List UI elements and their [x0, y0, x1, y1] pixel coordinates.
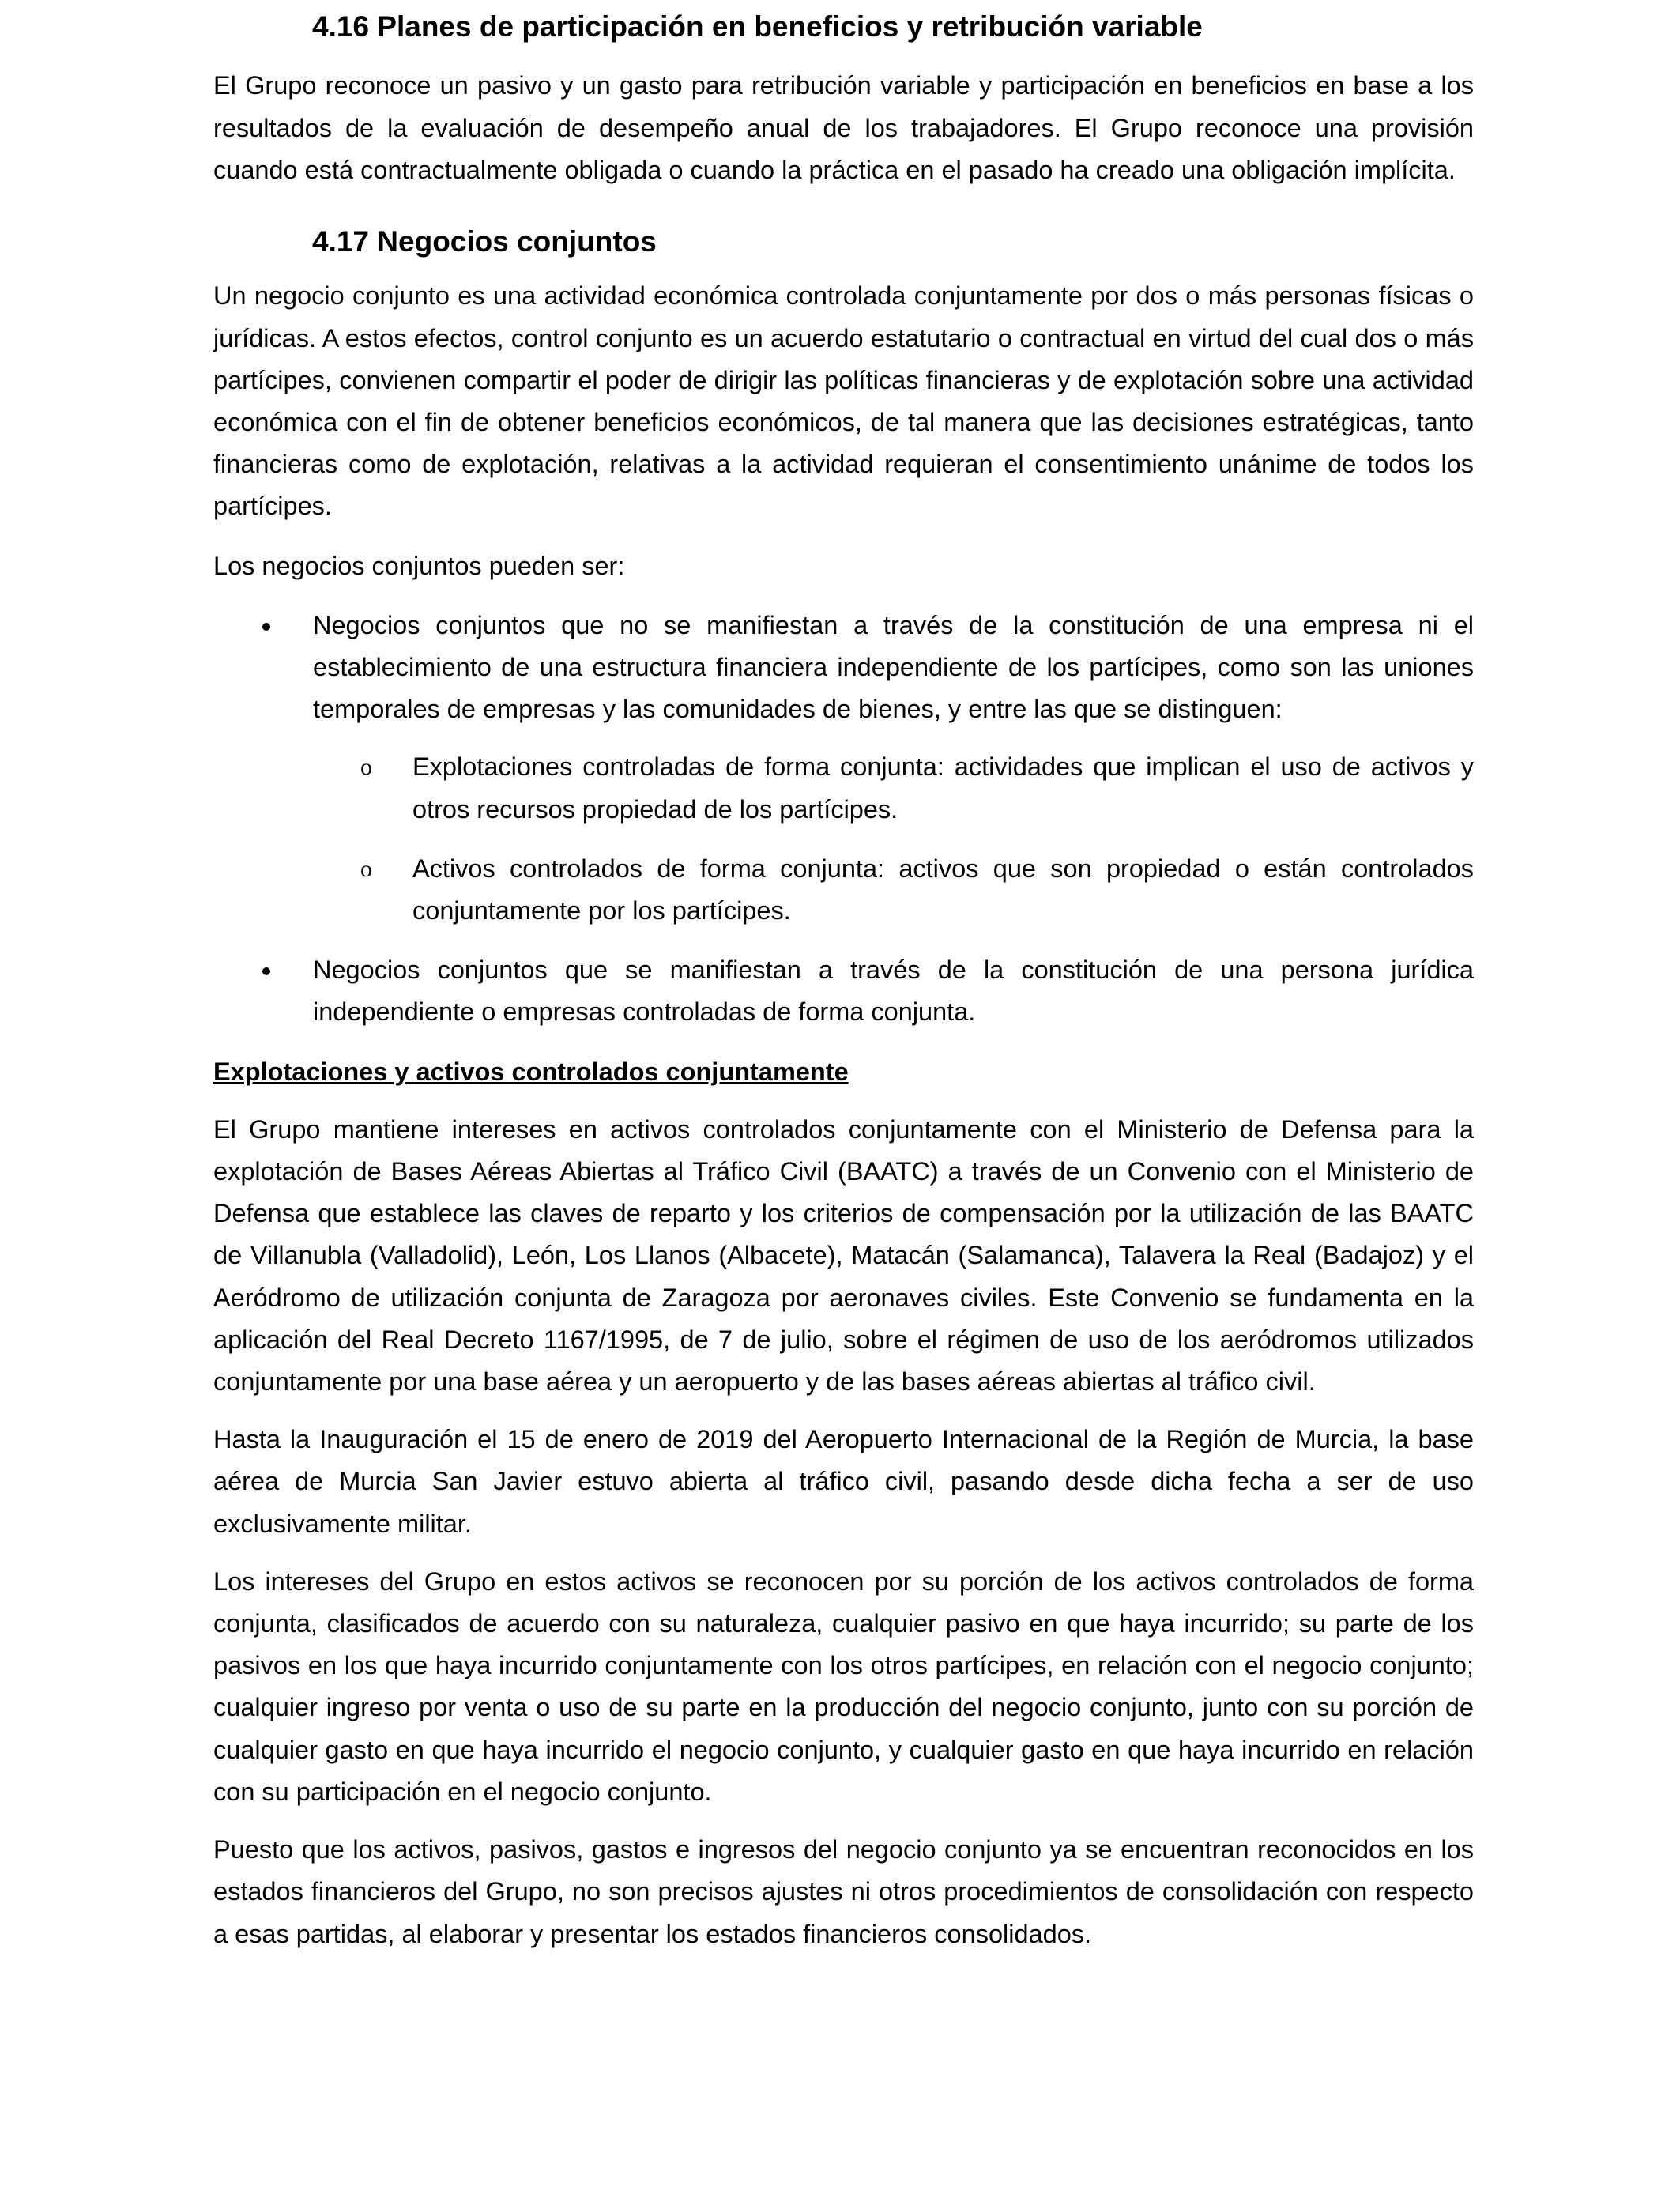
list-item-text: Activos controlados de forma conjunta: activos que son propiedad o están controlados conjuntamente por los partícipes. — [412, 854, 1474, 925]
list-item-text: Negocios conjuntos que se manifiestan a través de la constitución de una persona jurídica independiente o empresas controladas de forma conjunta. — [313, 956, 1474, 1027]
list-item-text: Explotaciones controladas de forma conjunta: actividades que implican el uso de activos y otros recursos propiedad de los partícipes. — [412, 752, 1474, 824]
paragraph-joint-venture-definition: Un negocio conjunto es una actividad económica controlada conjuntamente por dos o más personas físicas o jurídicas. A estos efectos, control conjunto es un acuerdo estatutario o contractual en virtud del cual dos o más partícipes, convienen compartir el poder de dirigir las políticas financieras y de explotación sobre una actividad económica con el fin de obtener beneficios económicos, de tal manera que las decisiones estratégicas, tanto financieras como de explotación, relativas a la actividad requieran el consentimiento unánime de todos los partícipes. — [213, 281, 1474, 521]
document-page — [213, 0, 1474, 1955]
paragraph-baatc-agreement: El Grupo mantiene intereses en activos controlados conjuntamente con el Ministerio de Defensa para la explotación de Bases Aéreas Abiertas al Tráfico Civil (BAATC) a través de un Convenio con el Ministerio de Defensa que establece las claves de reparto y los criterios de compensación por la utilización de las BAATC de Villanubla (Valladolid), León, Los Llanos (Albacete), Matacán (Salamanca), Talavera la Real (Badajoz) y el Aeródromo de utilización conjunta de Zaragoza por aeronaves civiles. Este Convenio se fundamenta en la aplicación del Real Decreto 1167/1995, de 7 de julio, sobre el régimen de uso de los aeródromos utilizados conjuntamente por una base aérea y un aeropuerto y de las bases aéreas abiertas al tráfico civil. — [213, 1114, 1474, 1397]
paragraph-group-interests: Los intereses del Grupo en estos activos se reconocen por su porción de los activos controlados de forma conjunta, clasificados de acuerdo con su naturaleza, cualquier pasivo en que haya incurrido; su parte de los pasivos en los que haya incurrido conjuntamente con los otros partícipes, en relación con el negocio conjunto; cualquier ingreso por venta o uso de su parte en la producción del negocio conjunto, junto con su porción de cualquier gasto en que haya incurrido el negocio conjunto, y cualquier gasto en que haya incurrido en relación con su participación en el negocio conjunto. — [213, 1566, 1474, 1806]
list-item — [213, 949, 1474, 1033]
circle-bullet-icon: o — [360, 754, 372, 781]
section-heading-4-17: 4.17 Negocios conjuntos — [312, 225, 657, 258]
list-item-text: Negocios conjuntos que no se manifiestan a través de la constitución de una empresa ni el establecimiento de una estructura financiera independiente de los partícipes, como son las uniones temporales de empresas y las comunidades de bienes, y entre las que se distinguen: — [313, 610, 1474, 724]
paragraph-consolidation: Puesto que los activos, pasivos, gastos e ingresos del negocio conjunto ya se encuentran reconocidos en los estados financieros del Grupo, no son precisos ajustes ni otros procedimientos de consolidación con respecto a esas partidas, al elaborar y presentar los estados financieros consolidados. — [213, 1835, 1474, 1948]
list-item — [213, 746, 1474, 830]
joint-venture-types-list-continued — [213, 949, 1474, 1033]
paragraph-joint-venture-types: Los negocios conjuntos pueden ser: — [213, 551, 625, 580]
paragraph-profit-sharing: El Grupo reconoce un pasivo y un gasto para retribución variable y participación en beneficios en base a los resultados de la evaluación de desempeño anual de los trabajadores. El Grupo reconoce una provisión cuando está contractualmente obligada o cuando la práctica en el pasado ha creado una obligación implícita. — [213, 71, 1474, 184]
paragraph-murcia-airport: Hasta la Inauguración el 15 de enero de 2019 del Aeropuerto Internacional de la Región de Murcia, la base aérea de Murcia San Javier estuvo abierta al tráfico civil, pasando desde dicha fecha a ser de uso exclusivamente militar. — [213, 1425, 1474, 1538]
subsection-heading: Explotaciones y activos controlados conjuntamente — [213, 1057, 849, 1086]
joint-venture-subtypes-list — [213, 746, 1474, 932]
bullet-icon — [262, 623, 270, 631]
list-item — [213, 605, 1474, 731]
bullet-icon — [262, 967, 270, 975]
circle-bullet-icon: o — [360, 855, 372, 882]
joint-venture-types-list — [213, 605, 1474, 731]
section-heading-4-16: 4.16 Planes de participación en beneficios y retribución variable — [312, 10, 1203, 43]
list-item — [213, 848, 1474, 932]
